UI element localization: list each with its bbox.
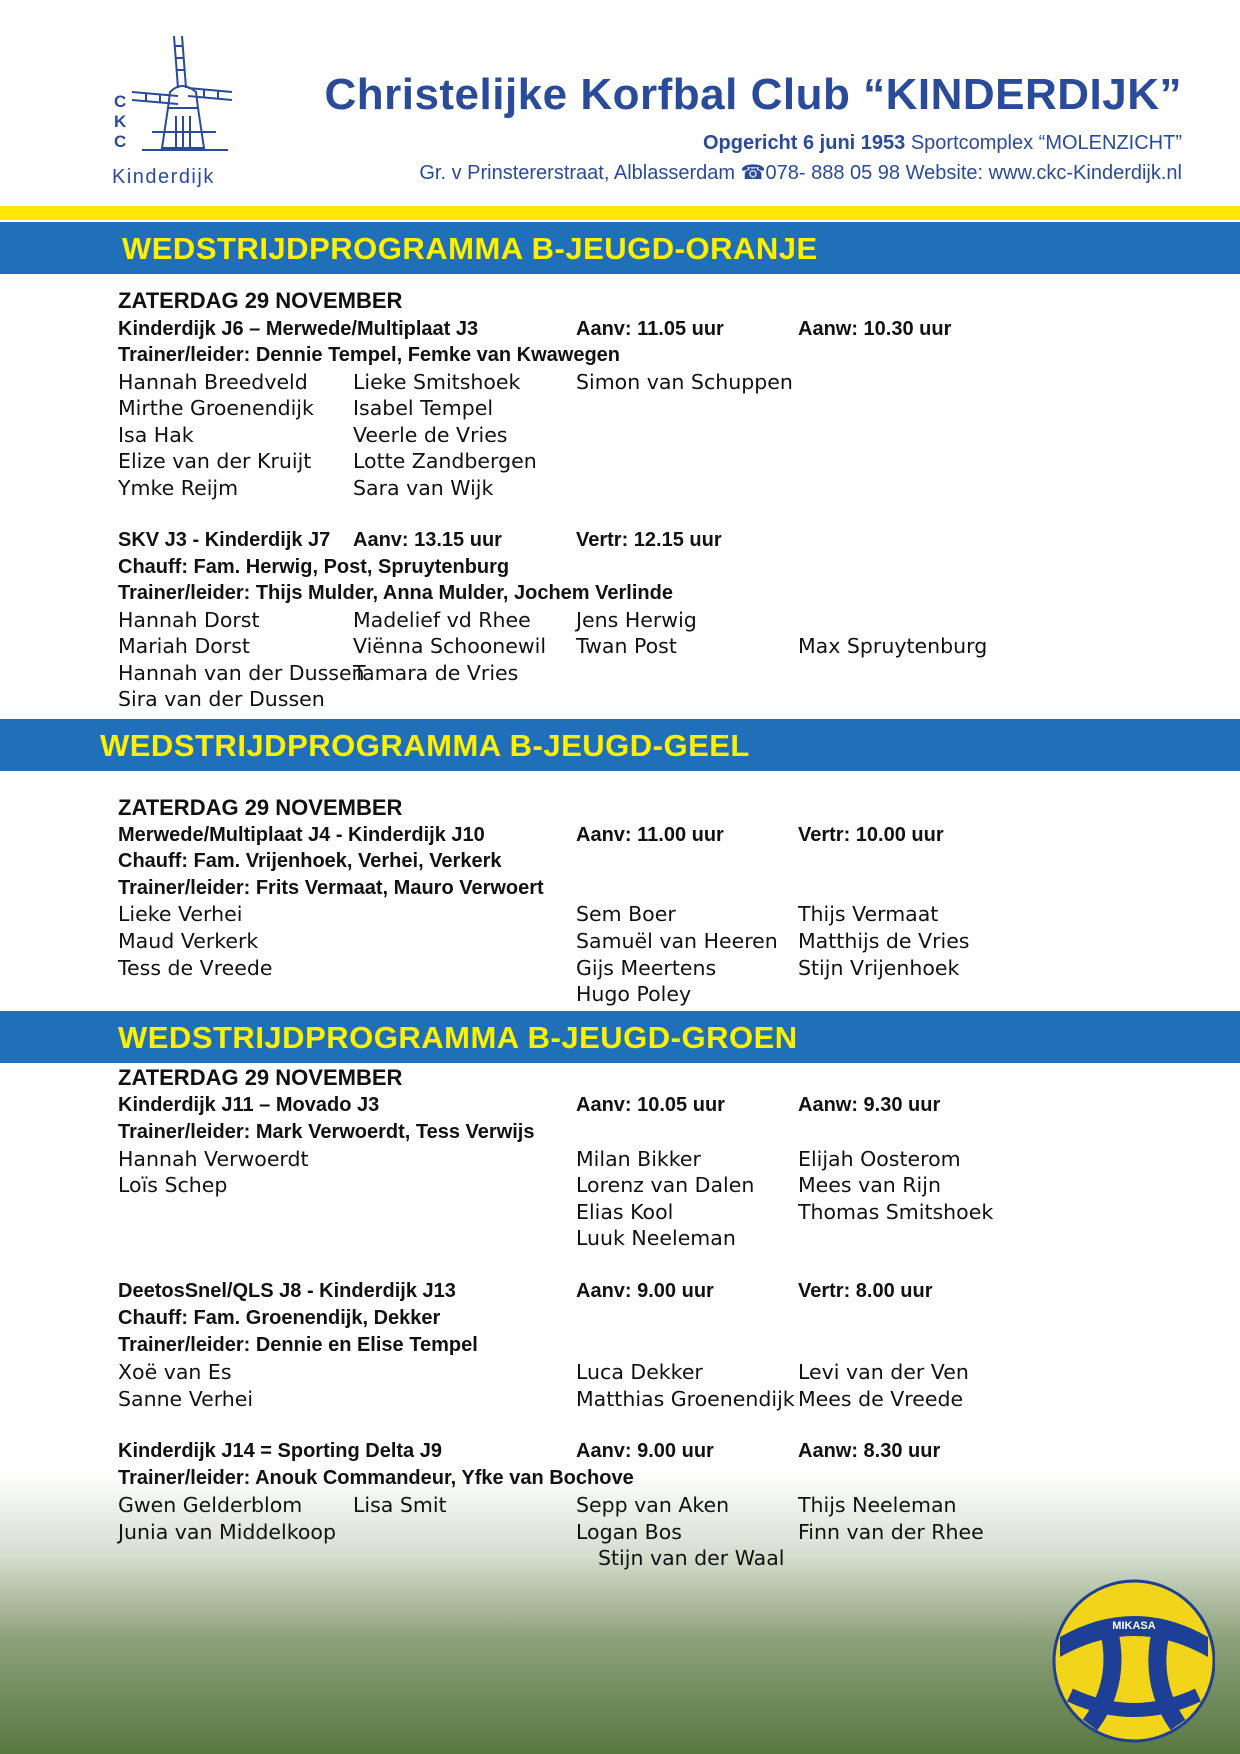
- club-founded-line: [703, 132, 1182, 155]
- match-teams: Merwede/Multiplaat J4 - Kinderdijk J10: [118, 824, 485, 846]
- player-name: Luca Dekker: [576, 1360, 703, 1384]
- match-trainer: Trainer/leider: Dennie Tempel, Femke van Kwawegen: [118, 344, 621, 366]
- player-name: Mees van Rijn: [798, 1173, 941, 1197]
- korfball-ball-icon: [1050, 1575, 1215, 1745]
- logo-text: Kinderdijk: [112, 166, 215, 188]
- player-name: Gwen Gelderblom: [118, 1493, 303, 1517]
- player-name: Ymke Reijm: [118, 476, 239, 500]
- player-name: Hannah van der Dussen: [118, 661, 365, 685]
- match-teams: SKV J3 - Kinderdijk J7: [118, 529, 331, 551]
- player-name: Mariah Dorst: [118, 634, 250, 658]
- match-trainer: Trainer/leider: Frits Vermaat, Mauro Verwoert: [118, 877, 544, 899]
- section-band-geel: [0, 719, 1240, 771]
- club-address-line: Gr. v Prinstererstraat, Alblasserdam ☎078- 888 05 98 Website: www.ckc-Kinderdijk.nl: [419, 162, 1182, 184]
- match-start-time: Aanv: 13.15 uur: [353, 529, 502, 551]
- player-name: Hugo Poley: [576, 982, 692, 1006]
- player-name: Thijs Vermaat: [798, 902, 939, 926]
- player-name: Elias Kool: [576, 1200, 674, 1224]
- player-name: Gijs Meertens: [576, 956, 717, 980]
- player-name: Hannah Breedveld: [118, 370, 308, 394]
- player-name: Matthias Groenendijk: [576, 1387, 795, 1411]
- match-start-time: Aanv: 9.00 uur: [576, 1440, 714, 1462]
- section-title: WEDSTRIJDPROGRAMMA B-JEUGD-ORANJE: [122, 231, 818, 266]
- player-name: Stijn van der Waal: [598, 1546, 785, 1570]
- player-name: Sem Boer: [576, 902, 676, 926]
- club-logo: [112, 32, 258, 192]
- logo-letter-k: K: [114, 112, 127, 131]
- match-start-time: Aanv: 10.05 uur: [576, 1094, 725, 1116]
- section-band-groen: [0, 1011, 1240, 1063]
- player-name: Elijah Oosterom: [798, 1147, 961, 1171]
- player-name: Luuk Neeleman: [576, 1226, 736, 1250]
- player-name: Sepp van Aken: [576, 1493, 730, 1517]
- player-name: Veerle de Vries: [353, 423, 508, 447]
- player-name: Thomas Smitshoek: [798, 1200, 994, 1224]
- player-name: Hannah Verwoerdt: [118, 1147, 309, 1171]
- player-name: Finn van der Rhee: [798, 1520, 984, 1544]
- venue-name: Sportcomplex “MOLENZICHT”: [910, 132, 1182, 154]
- player-name: Tamara de Vries: [353, 661, 519, 685]
- player-name: Isa Hak: [118, 423, 194, 447]
- match-teams: Kinderdijk J6 – Merwede/Multiplaat J3: [118, 318, 479, 340]
- player-name: Lieke Verhei: [118, 902, 243, 926]
- player-name: Hannah Dorst: [118, 608, 260, 632]
- player-name: Sanne Verhei: [118, 1387, 254, 1411]
- player-name: Maud Verkerk: [118, 929, 259, 953]
- match-date: ZATERDAG 29 NOVEMBER: [118, 288, 403, 313]
- match-start-time: Aanv: 11.05 uur: [576, 318, 724, 340]
- player-name: Mirthe Groenendijk: [118, 396, 314, 420]
- player-name: Xoë van Es: [118, 1360, 232, 1384]
- player-name: Isabel Tempel: [353, 396, 494, 420]
- section-title: WEDSTRIJDPROGRAMMA B-JEUGD-GEEL: [100, 728, 750, 763]
- player-name: Milan Bikker: [576, 1147, 701, 1171]
- match-date: ZATERDAG 29 NOVEMBER: [118, 1065, 403, 1090]
- logo-letter-c1: C: [114, 92, 127, 111]
- player-name: Samuël van Heeren: [576, 929, 778, 953]
- match-teams: DeetosSnel/QLS J8 - Kinderdijk J13: [118, 1280, 456, 1302]
- player-name: Tess de Vreede: [118, 956, 273, 980]
- match-drivers: Chauff: Fam. Vrijenhoek, Verhei, Verkerk: [118, 850, 502, 872]
- player-name: Max Spruytenburg: [798, 634, 988, 658]
- player-name: Madelief vd Rhee: [353, 608, 531, 632]
- match-teams: Kinderdijk J11 – Movado J3: [118, 1094, 380, 1116]
- match-meet-time: Aanw: 8.30 uur: [798, 1440, 941, 1462]
- player-name: Stijn Vrijenhoek: [798, 956, 960, 980]
- player-name: Twan Post: [576, 634, 677, 658]
- player-name: Loïs Schep: [118, 1173, 228, 1197]
- match-start-time: Aanv: 9.00 uur: [576, 1280, 714, 1302]
- match-trainer: Trainer/leider: Dennie en Elise Tempel: [118, 1334, 478, 1356]
- match-start-time: Aanv: 11.00 uur: [576, 824, 724, 846]
- player-name: Jens Herwig: [576, 608, 697, 632]
- match-trainer: Trainer/leider: Mark Verwoerdt, Tess Verwijs: [118, 1121, 535, 1143]
- match-depart-time: Vertr: 10.00 uur: [798, 824, 944, 846]
- player-name: Lotte Zandbergen: [353, 449, 537, 473]
- section-title: WEDSTRIJDPROGRAMMA B-JEUGD-GROEN: [118, 1020, 798, 1055]
- match-trainer: Trainer/leider: Anouk Commandeur, Yfke van Bochove: [118, 1467, 634, 1489]
- player-name: Viënna Schoonewil: [353, 634, 547, 658]
- player-name: Mees de Vreede: [798, 1387, 964, 1411]
- player-name: Simon van Schuppen: [576, 370, 793, 394]
- player-name: Logan Bos: [576, 1520, 682, 1544]
- yellow-stripe: [0, 206, 1240, 220]
- match-trainer: Trainer/leider: Thijs Mulder, Anna Mulder, Jochem Verlinde: [118, 582, 673, 604]
- player-name: Sara van Wijk: [353, 476, 494, 500]
- match-meet-time: Aanw: 10.30 uur: [798, 318, 952, 340]
- player-name: Lisa Smit: [353, 1493, 447, 1517]
- player-name: Matthijs de Vries: [798, 929, 970, 953]
- match-drivers: Chauff: Fam. Herwig, Post, Spruytenburg: [118, 556, 510, 578]
- player-name: Lieke Smitshoek: [353, 370, 521, 394]
- match-depart-time: Vertr: 12.15 uur: [576, 529, 722, 551]
- match-meet-time: Aanw: 9.30 uur: [798, 1094, 941, 1116]
- player-name: Levi van der Ven: [798, 1360, 969, 1384]
- player-name: Thijs Neeleman: [798, 1493, 957, 1517]
- club-title: Christelijke Korfbal Club “KINDERDIJK”: [324, 70, 1182, 119]
- founded-date: Opgericht 6 juni 1953: [702, 132, 906, 154]
- match-teams: Kinderdijk J14 = Sporting Delta J9: [118, 1440, 442, 1462]
- match-date: ZATERDAG 29 NOVEMBER: [118, 795, 403, 820]
- player-name: Sira van der Dussen: [118, 687, 325, 711]
- ball-brand: MIKASA: [1112, 1620, 1156, 1632]
- player-name: Junia van Middelkoop: [118, 1520, 336, 1544]
- player-name: Elize van der Kruijt: [118, 449, 312, 473]
- match-drivers: Chauff: Fam. Groenendijk, Dekker: [118, 1307, 441, 1329]
- logo-letter-c2: C: [114, 132, 127, 151]
- section-band-oranje: [0, 222, 1240, 274]
- player-name: Lorenz van Dalen: [576, 1173, 755, 1197]
- match-depart-time: Vertr: 8.00 uur: [798, 1280, 933, 1302]
